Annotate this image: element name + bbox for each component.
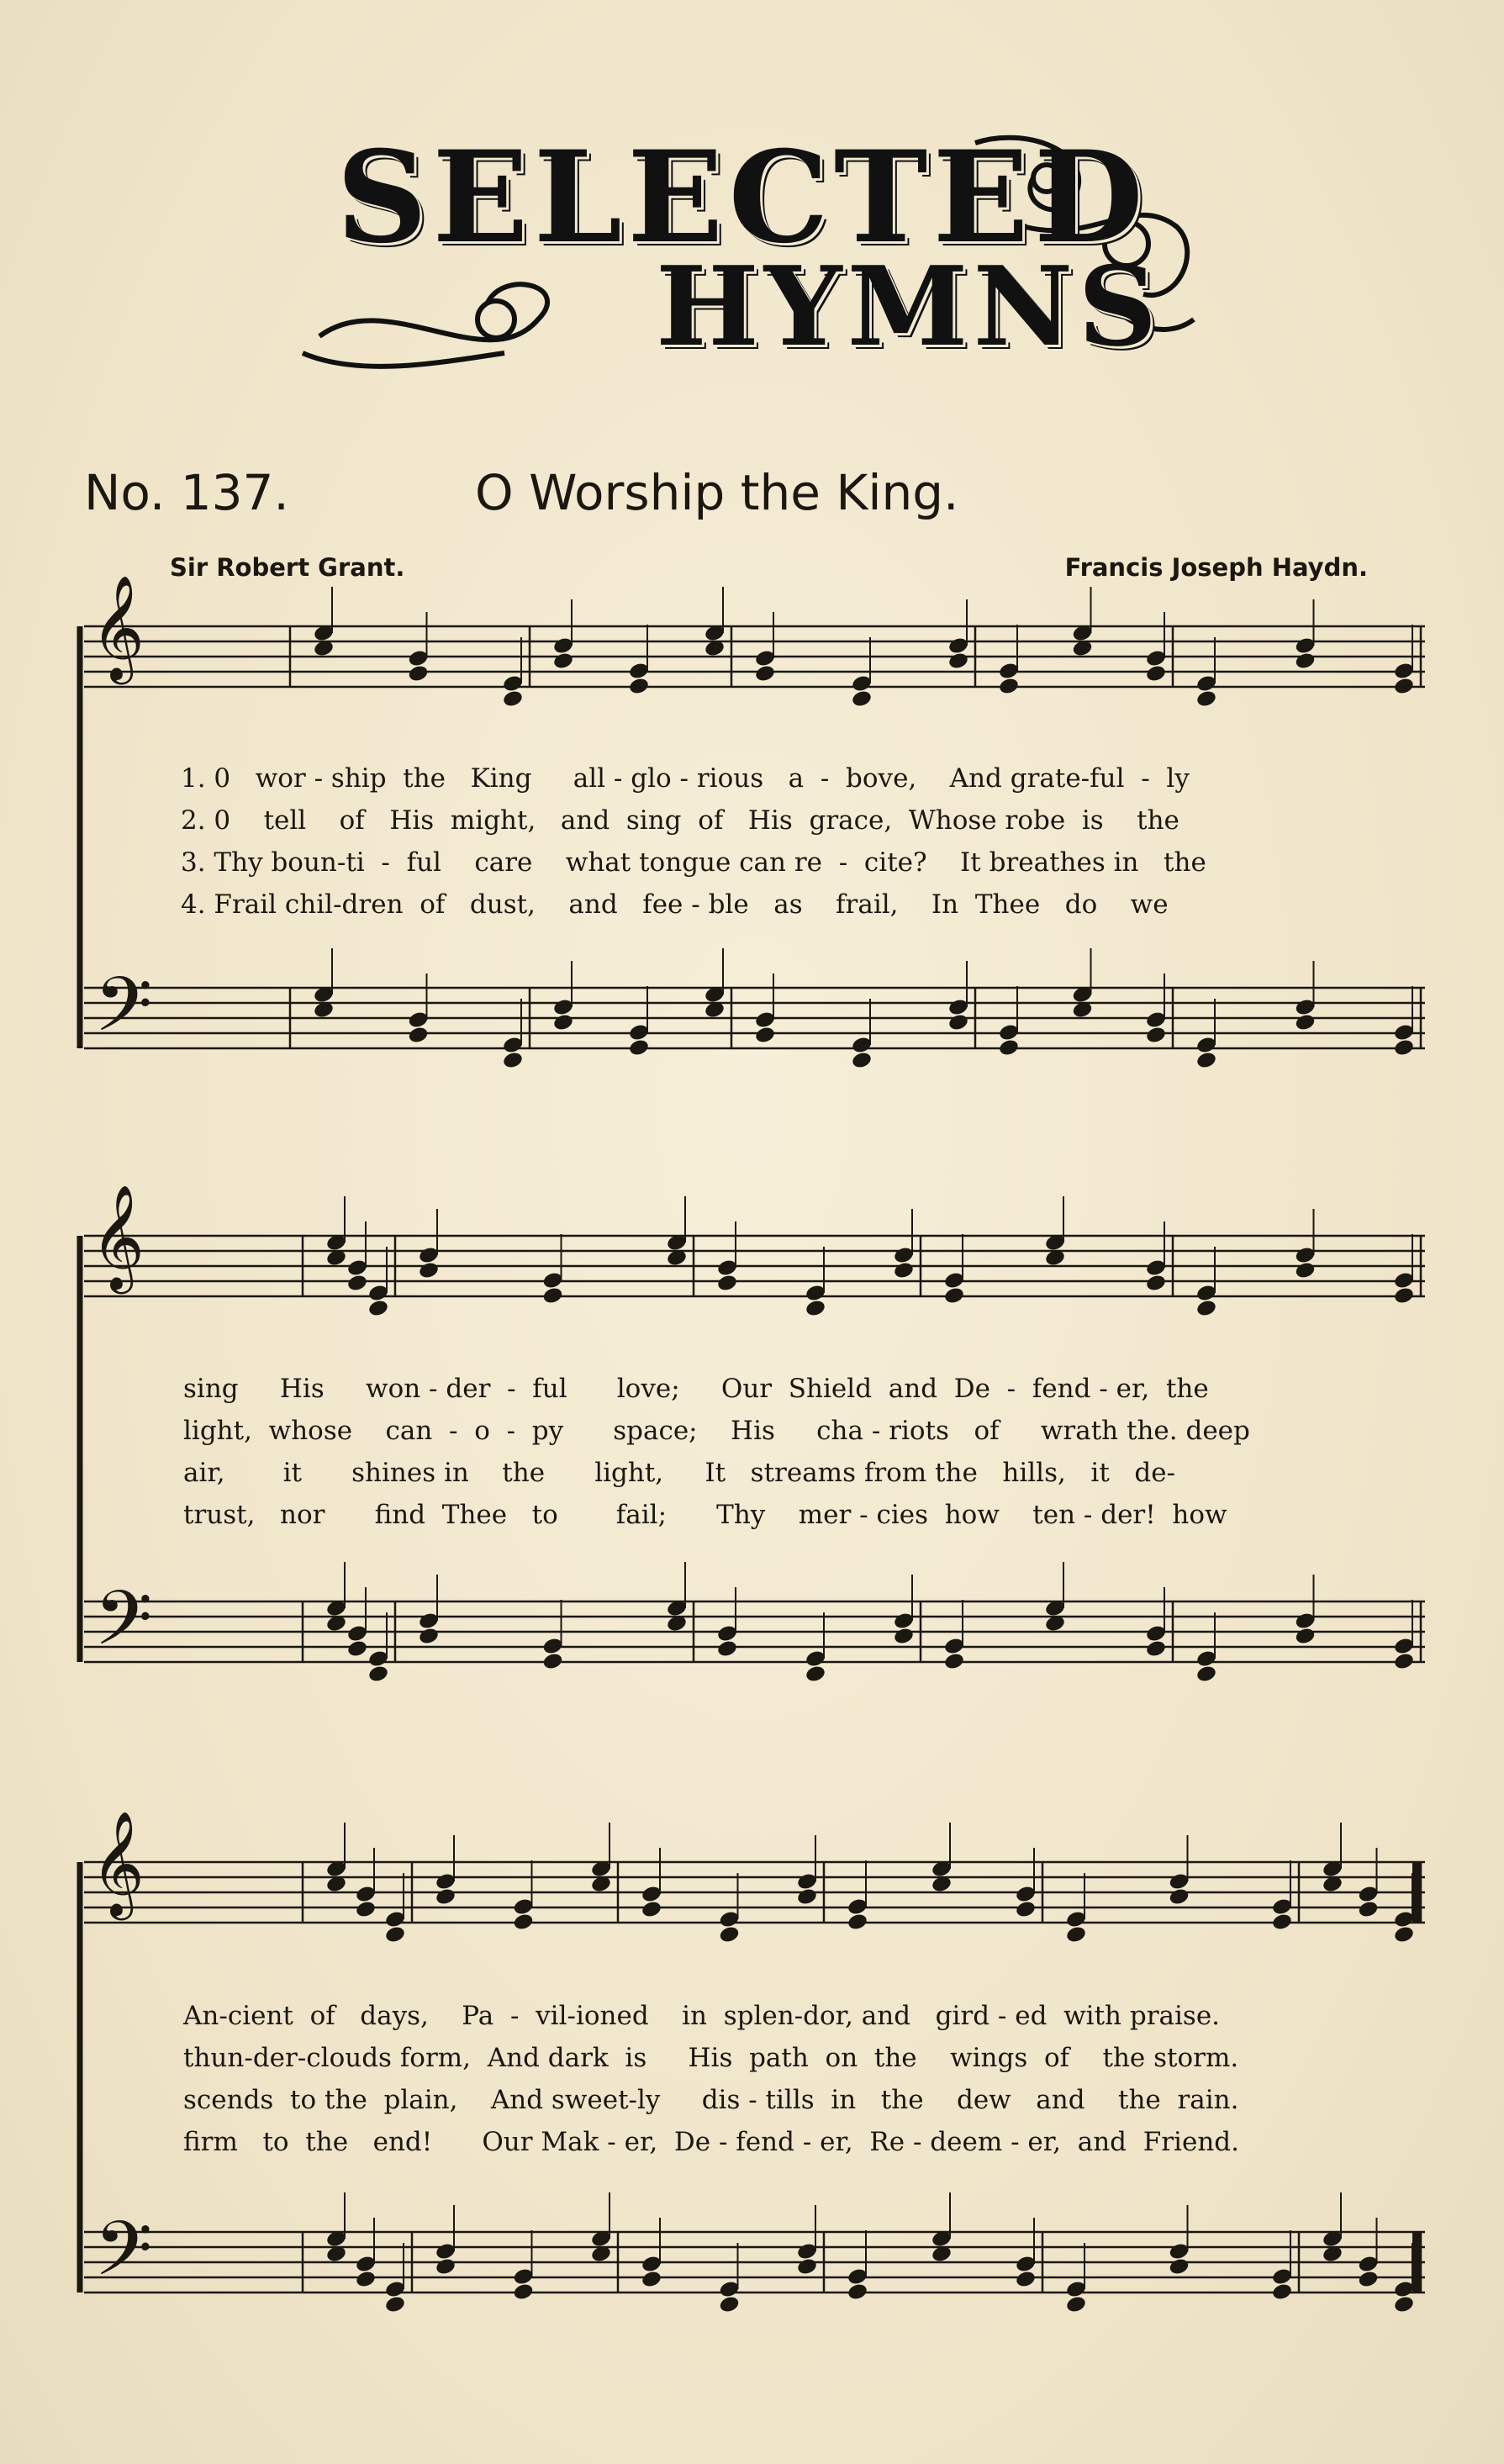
- note-head: [418, 1627, 440, 1646]
- treble-clef-icon: 𝄞: [91, 575, 145, 680]
- note-head: [512, 1913, 534, 1932]
- note-head: [851, 1051, 873, 1070]
- note-head: [1294, 1013, 1316, 1032]
- note-head: [1271, 2282, 1293, 2302]
- title-selected: SELECTED: [336, 124, 1148, 272]
- note-head: [552, 652, 574, 671]
- note-head: [1015, 2270, 1037, 2289]
- verse-line: 1. 0 wor - ship the King all - glo - rious a - bove, And grate-ful - ly: [181, 763, 1190, 794]
- note-head: [1393, 1038, 1415, 1058]
- note-head: [847, 1913, 868, 1932]
- note-head: [851, 689, 873, 709]
- note-head: [1145, 664, 1167, 683]
- final-bar: [1412, 1862, 1421, 1923]
- treble-clef-icon: 𝄞: [91, 1811, 145, 1916]
- bass-clef-icon: 𝄢: [94, 962, 153, 1067]
- note-head: [1357, 2270, 1379, 2289]
- verse-line: scends to the plain, And sweet-ly dis - tills in the dew and the rain.: [183, 2085, 1239, 2115]
- composer-credit: Francis Joseph Haydn.: [1064, 553, 1368, 582]
- hymn-number: No. 137.: [84, 464, 289, 521]
- note-head: [407, 664, 429, 683]
- verse-line: An-cient of days, Pa - vil-ioned in splen-dor, and gird - ed with praise.: [183, 2001, 1221, 2031]
- note-head: [716, 1274, 738, 1293]
- note-head: [384, 2295, 406, 2314]
- note-head: [628, 677, 650, 696]
- note-head: [716, 1639, 738, 1659]
- verse-line: air, it shines in the light, It streams from the hills, it de-: [183, 1458, 1176, 1488]
- verse-line: firm to the end! Our Mak - er, De - fend - er, Re - deem - er, and Friend.: [183, 2127, 1239, 2157]
- note-head: [1195, 689, 1217, 709]
- note-head: [1393, 677, 1415, 696]
- note-head: [796, 1887, 818, 1907]
- note-head: [1145, 1026, 1167, 1045]
- note-head: [1195, 1051, 1217, 1070]
- note-head: [718, 2295, 740, 2314]
- note-head: [346, 1639, 368, 1659]
- verse-line: thun-der-clouds form, And dark is His path on the wings of the storm.: [183, 2043, 1239, 2073]
- verse-line: 4. Frail chil-dren of dust, and fee - ble as frail, In Thee do we: [181, 889, 1169, 920]
- note-head: [893, 1261, 915, 1280]
- bass-clef-icon: 𝄢: [94, 1575, 153, 1680]
- bass-clef-icon: 𝄢: [94, 2206, 153, 2311]
- note-head: [1195, 1299, 1217, 1318]
- note-head: [346, 1274, 368, 1293]
- note-head: [1393, 1652, 1415, 1671]
- note-head: [1271, 1913, 1293, 1932]
- note-head: [1145, 1639, 1167, 1659]
- note-head: [1393, 1286, 1415, 1306]
- note-head: [847, 2282, 868, 2302]
- note-head: [943, 1286, 965, 1306]
- note-head: [1195, 1665, 1217, 1684]
- note-head: [1294, 1627, 1316, 1646]
- verse-line: 2. 0 tell of His might, and sing of His grace, Whose robe is the: [181, 805, 1179, 836]
- note-head: [998, 1038, 1020, 1058]
- note-head: [1015, 1900, 1037, 1919]
- note-head: [367, 1665, 389, 1684]
- note-head: [1294, 652, 1316, 671]
- note-head: [641, 2270, 662, 2289]
- note-head: [1393, 2295, 1415, 2314]
- note-head: [1168, 1887, 1190, 1907]
- verse-line: sing His won - der - ful love; Our Shield and De - fend - er, the: [183, 1374, 1209, 1404]
- note-head: [1065, 1925, 1087, 1944]
- note-head: [1065, 2295, 1087, 2314]
- note-head: [641, 1900, 662, 1919]
- note-head: [502, 689, 524, 709]
- note-head: [355, 2270, 377, 2289]
- verse-line: light, whose can - o - py space; His cha - riots of wrath the. deep: [183, 1416, 1250, 1446]
- note-head: [541, 1286, 563, 1306]
- title-hymns: HYMNS: [656, 242, 1163, 371]
- note-head: [1168, 2257, 1190, 2277]
- note-head: [512, 2282, 534, 2302]
- note-head: [947, 652, 969, 671]
- note-head: [718, 1925, 740, 1944]
- note-head: [418, 1261, 440, 1280]
- note-head: [355, 1900, 377, 1919]
- note-head: [1294, 1261, 1316, 1280]
- note-head: [435, 1887, 456, 1907]
- lyricist-credit: Sir Robert Grant.: [170, 553, 405, 582]
- verse-line: trust, nor find Thee to fail; Thy mer - cies how ten - der! how: [183, 1500, 1227, 1530]
- note-head: [435, 2257, 456, 2277]
- treble-clef-icon: 𝄞: [91, 1185, 145, 1290]
- note-head: [1393, 1925, 1415, 1944]
- note-head: [796, 2257, 818, 2277]
- note-head: [805, 1665, 826, 1684]
- note-head: [805, 1299, 826, 1318]
- note-head: [552, 1013, 574, 1032]
- note-head: [1145, 1274, 1167, 1293]
- verse-line: 3. Thy boun-ti - ful care what tongue can re - cite? It breathes in the: [181, 847, 1206, 878]
- note-head: [384, 1925, 406, 1944]
- hymn-title: O Worship the King.: [475, 464, 959, 521]
- note-head: [367, 1299, 389, 1318]
- note-head: [947, 1013, 969, 1032]
- note-head: [943, 1652, 965, 1671]
- note-head: [628, 1038, 650, 1058]
- note-head: [502, 1051, 524, 1070]
- note-head: [407, 1026, 429, 1045]
- note-head: [754, 664, 776, 683]
- note-head: [1357, 1900, 1379, 1919]
- note-head: [998, 677, 1020, 696]
- note-head: [893, 1627, 915, 1646]
- final-bar: [1412, 2232, 1421, 2293]
- note-head: [754, 1026, 776, 1045]
- note-head: [541, 1652, 563, 1671]
